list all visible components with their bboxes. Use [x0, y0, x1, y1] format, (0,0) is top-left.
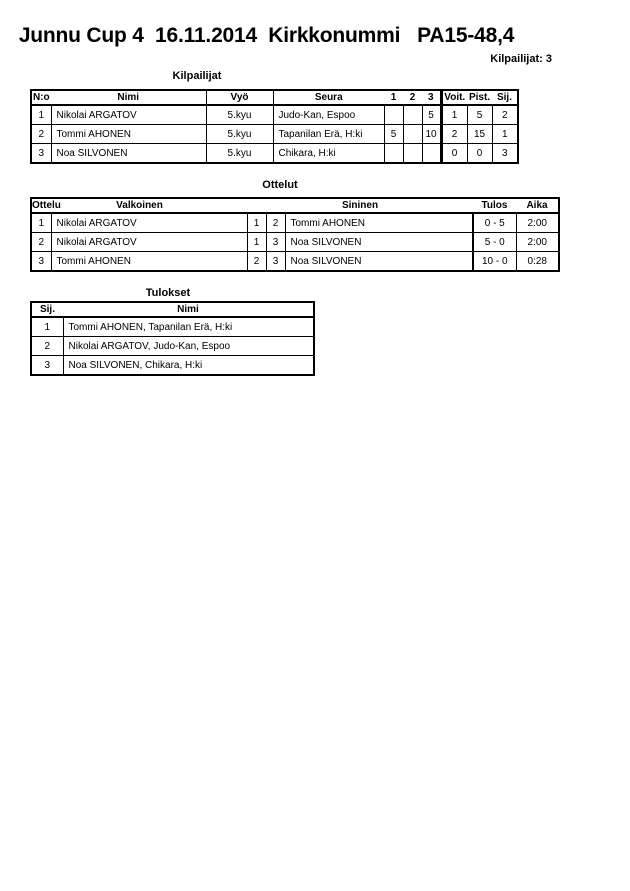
header-round3: 3 [422, 90, 441, 105]
header-wins: Voit. [441, 90, 467, 105]
cell-club: Judo-Kan, Espoo [273, 105, 384, 125]
competitor-row [31, 105, 518, 125]
cell-club: Chikara, H:ki [273, 144, 384, 164]
cell-round2 [403, 125, 422, 144]
cell-blue-name: Noa SILVONEN [285, 252, 473, 272]
result-row [31, 337, 314, 356]
header-belt: Vyö [206, 90, 273, 105]
cell-blue-no: 2 [266, 213, 285, 233]
cell-match-no: 1 [31, 213, 51, 233]
cell-round1 [384, 105, 403, 125]
cell-white-no: 1 [247, 213, 266, 233]
header-no: N:o [33, 92, 50, 103]
cell-name: Noa SILVONEN, Chikara, H:ki [63, 356, 314, 376]
cell-match-no: 2 [31, 233, 51, 252]
result-row [31, 317, 314, 337]
cell-no: 2 [31, 125, 51, 144]
cell-rank: 1 [492, 125, 518, 144]
cell-rank: 3 [492, 144, 518, 164]
cell-points: 5 [467, 105, 492, 125]
header-match: Ottelu [32, 200, 61, 211]
header-round2: 2 [403, 90, 422, 105]
header-result: Tulos [473, 198, 516, 213]
section-title-results: Tulokset [145, 287, 191, 299]
cell-rank: 2 [492, 105, 518, 125]
match-row [31, 233, 559, 252]
cell-name: Tommi AHONEN [51, 125, 206, 144]
cell-belt: 5.kyu [206, 105, 273, 125]
header-blue: Sininen [247, 198, 473, 213]
matches-table [30, 197, 560, 272]
header-rank: Sij. [31, 302, 63, 317]
match-row [31, 252, 559, 272]
cell-white-no: 1 [247, 233, 266, 252]
result-row [31, 356, 314, 376]
cell-time: 0:28 [516, 252, 559, 272]
header-rank: Sij. [492, 90, 518, 105]
cell-belt: 5.kyu [206, 125, 273, 144]
header-name: Nimi [51, 90, 206, 105]
cell-time: 2:00 [516, 233, 559, 252]
cell-rank: 3 [31, 356, 63, 376]
cell-white-name: Tommi AHONEN [51, 252, 247, 272]
cell-result: 10 - 0 [473, 252, 516, 272]
cell-round3: 5 [422, 105, 441, 125]
cell-round1: 5 [384, 125, 403, 144]
cell-no: 3 [31, 144, 51, 164]
cell-round1 [384, 144, 403, 164]
cell-round3: 10 [422, 125, 441, 144]
competitors-count: Kilpailijat: 3 [490, 53, 552, 65]
cell-no: 1 [31, 105, 51, 125]
cell-club: Tapanilan Erä, H:ki [273, 125, 384, 144]
competitor-row [31, 125, 518, 144]
cell-round3 [422, 144, 441, 164]
cell-blue-name: Tommi AHONEN [285, 213, 473, 233]
cell-wins: 0 [441, 144, 467, 164]
cell-white-name: Nikolai ARGATOV [51, 233, 247, 252]
results-header-row [31, 302, 314, 317]
header-white-group [31, 198, 247, 213]
cell-rank: 2 [31, 337, 63, 356]
cell-time: 2:00 [516, 213, 559, 233]
cell-result: 0 - 5 [473, 213, 516, 233]
cell-rank: 1 [31, 317, 63, 337]
cell-round2 [403, 144, 422, 164]
cell-points: 0 [467, 144, 492, 164]
cell-blue-no: 3 [266, 252, 285, 272]
match-row [31, 213, 559, 233]
cell-points: 15 [467, 125, 492, 144]
cell-name: Nikolai ARGATOV, Judo-Kan, Espoo [63, 337, 314, 356]
header-time: Aika [516, 198, 559, 213]
cell-white-no: 2 [247, 252, 266, 272]
section-title-matches: Ottelut [262, 179, 298, 191]
competitors-table [30, 89, 519, 164]
results-table [30, 301, 315, 376]
header-points: Pist. [468, 92, 491, 103]
competitors-header-row [31, 90, 518, 105]
cell-wins: 2 [441, 125, 467, 144]
competitor-row [31, 144, 518, 164]
page-title: Junnu Cup 4 16.11.2014 Kirkkonummi PA15-48,4 [18, 24, 515, 47]
cell-belt: 5.kyu [206, 144, 273, 164]
cell-white-name: Nikolai ARGATOV [51, 213, 247, 233]
cell-round2 [403, 105, 422, 125]
cell-wins: 1 [441, 105, 467, 125]
cell-name: Nikolai ARGATOV [51, 105, 206, 125]
cell-name: Tommi AHONEN, Tapanilan Erä, H:ki [63, 317, 314, 337]
cell-blue-name: Noa SILVONEN [285, 233, 473, 252]
header-round1: 1 [384, 90, 403, 105]
matches-header-row [31, 198, 559, 213]
cell-match-no: 3 [31, 252, 51, 272]
cell-name: Noa SILVONEN [51, 144, 206, 164]
header-white: Valkoinen [116, 200, 163, 211]
cell-blue-no: 3 [266, 233, 285, 252]
header-club: Seura [273, 90, 384, 105]
header-name: Nimi [63, 302, 314, 317]
section-title-competitors: Kilpailijat [172, 70, 222, 82]
cell-result: 5 - 0 [473, 233, 516, 252]
